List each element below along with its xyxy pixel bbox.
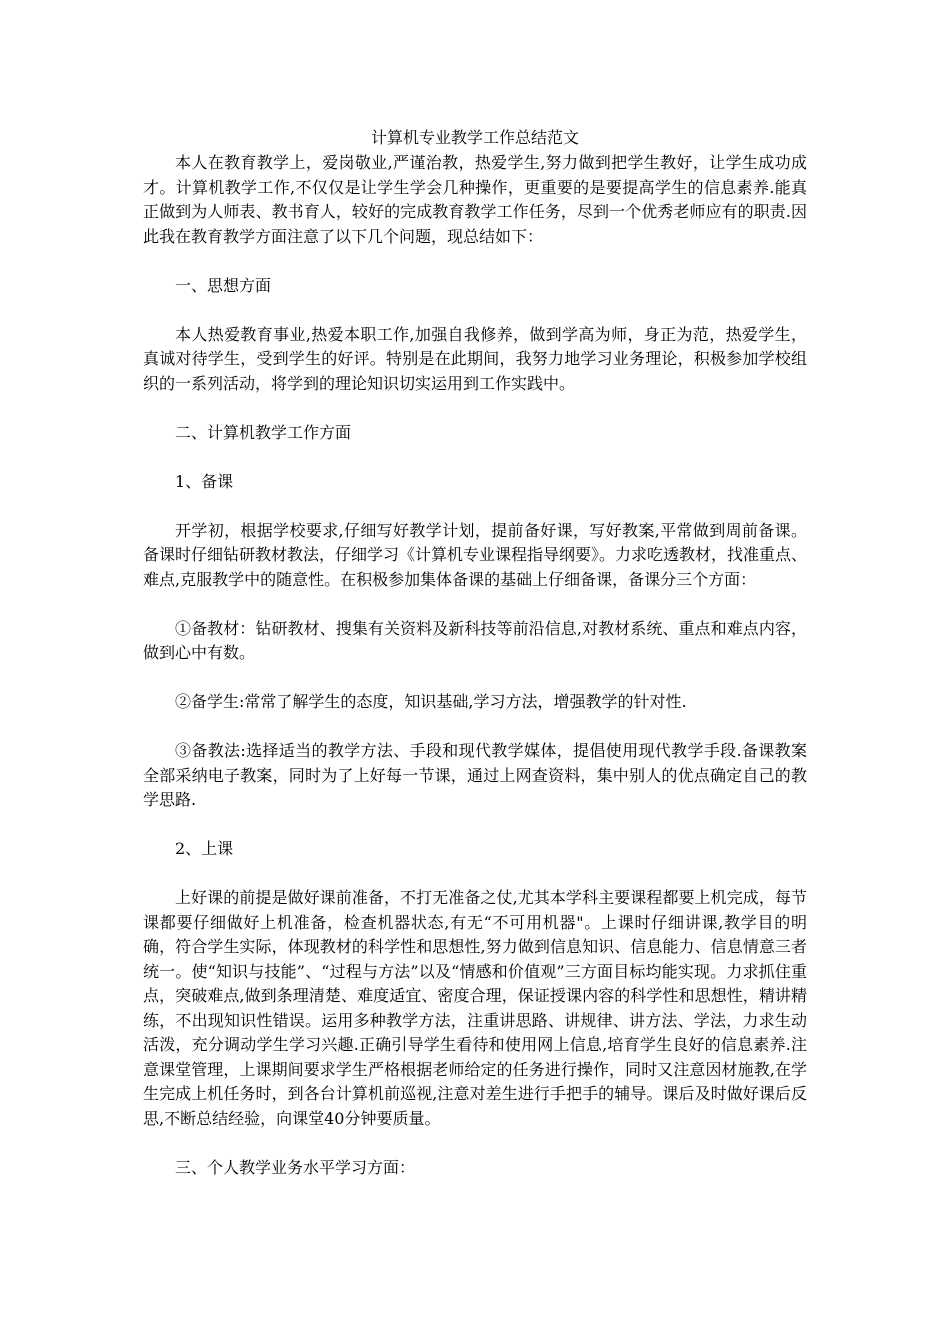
spacer <box>143 715 807 740</box>
list-item: ②备学生:常常了解学生的态度，知识基础,学习方法，增强教学的针对性. <box>175 692 687 711</box>
list-item: ③备教法:选择适当的教学方法、手段和现代教学媒体，提倡使用现代教学手段.备课教案全部采纳电子教案，同时为了上好每一节课，通过上网查资料，集中别人的优点确定自己的教学思路. <box>143 741 807 809</box>
spacer <box>143 494 807 519</box>
spacer <box>143 249 807 274</box>
section1-paragraph: 本人热爱教育事业,热爱本职工作,加强自我修养，做到学高为师，身正为范，热爱学生，真诚对待学生，受到学生的好评。特别是在此期间，我努力地学习业务理论，积极参加学校组织的一系列活动，将学到的理论知识切实运用到工作实践中。 <box>143 324 807 393</box>
spacer <box>143 862 807 887</box>
document-title: 计算机专业教学工作总结范文 <box>370 128 579 147</box>
subsection1-paragraph: 开学初，根据学校要求,仔细写好教学计划，提前备好课，写好教案,平常做到周前备课。备课时仔细钻研教材教法，仔细学习《计算机专业课程指导纲要》。力求吃透教材，找准重点、难点,克服教学中的随意性。在积极参加集体备课的基础上仔细备课，备课分三个方面： <box>143 520 808 589</box>
subsection2-heading: 2、上课 <box>175 839 234 858</box>
document-page <box>143 125 807 1180</box>
section1-heading: 一、思想方面 <box>175 275 272 295</box>
subsection2-paragraph: 上好课的前提是做好课前准备，不打无准备之仗,尤其本学科主要课程都要上机完成，每节课都要仔细做好上机准备，检查机器状态,有无“不可用机器"。上课时仔细讲课,教学目的明确，符合学生实际，体现教材的科学性和思想性,努力做到信息知识、信息能力、信息情意三者统一。使“知识与技能”、“过程与方法”以及“情感和价值观”三方面目标均能实现。力求抓住重点，突破难点,做到条理清楚、难度适宜、密度合理，保证授课内容的科学性和思想性，精讲精练，不出现知识性错误。运用多种教学方法，注重讲思路、讲规律、讲方法、学法，力求生动活泼，充分调动学生学习兴趣.正确引导学生看待和使用网上信息,培育学生良好的信息素养.注意课堂管理，上课期间要求学生严格根据老师给定的任务进行操作，同时又注意因材施教,在学生完成上机任务时，到各台计算机前巡视,注意对差生进行手把手的辅导。课后及时做好课后反思,不断总结经验，向课堂40分钟要质量。 <box>143 888 807 1128</box>
list-item: ①备教材：钻研教材、搜集有关资料及新科技等前沿信息,对教材系统、重点和难点内容，做到心中有数。 <box>143 618 807 662</box>
spacer <box>143 298 807 323</box>
spacer <box>143 813 807 838</box>
spacer <box>143 1131 807 1156</box>
spacer <box>143 592 807 617</box>
spacer <box>143 396 807 421</box>
spacer <box>143 666 807 691</box>
section2-heading: 二、计算机教学工作方面 <box>175 422 352 442</box>
subsection1-heading: 1、备课 <box>175 471 234 491</box>
section3-heading: 三、个人教学业务水平学习方面： <box>175 1157 416 1177</box>
intro-paragraph: 本人在教育教学上，爱岗敬业,严谨治教，热爱学生,努力做到把学生教好，让学生成功成才。计算机教学工作,不仅仅是让学生学会几种操作，更重要的是要提高学生的信息素养.能真正做到为人师表、教书育人，较好的完成教育教学工作任务，尽到一个优秀老师应有的职责.因此我在教育教学方面注意了以下几个问题，现总结如下： <box>143 153 807 246</box>
spacer <box>143 445 807 470</box>
